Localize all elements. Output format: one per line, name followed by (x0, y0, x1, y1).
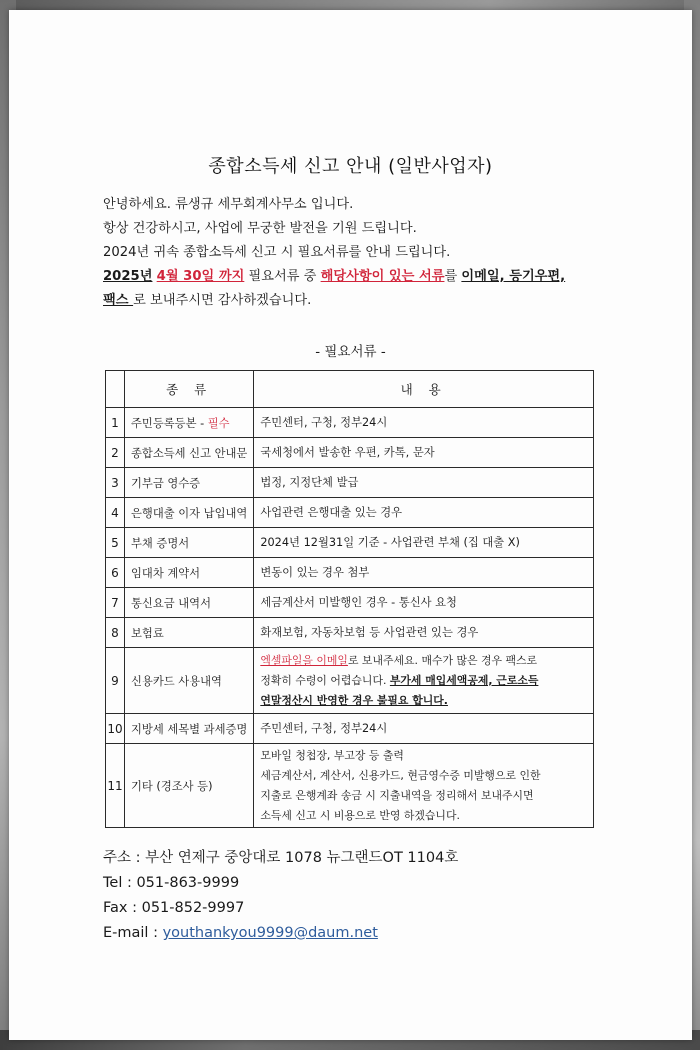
required-badge: 필수 (207, 416, 230, 430)
header-content: 내 용 (254, 371, 594, 408)
content-line: 세금계산서, 계산서, 신용카드, 현금영수증 미발행으로 인한 (260, 768, 541, 782)
row-kind: 통신요금 내역서 (125, 588, 254, 618)
address-label: 주소 : (103, 850, 146, 866)
required-docs-heading: - 필요서류 - (315, 344, 386, 360)
table-row (106, 744, 594, 828)
address-value: 부산 연제구 중앙대로 1078 뉴그랜드OT 1104호 (145, 850, 459, 866)
table-row (106, 408, 594, 438)
table-row (106, 714, 594, 744)
tel-label: Tel : (103, 875, 137, 891)
header-kind: 종 류 (125, 371, 254, 408)
contact-info (103, 846, 458, 946)
intro-line-1: 안녕하세요. 류생규 세무회계사무소 입니다. (103, 197, 354, 212)
row-kind: 기타 (경조사 등) (125, 744, 254, 828)
row-number: 5 (106, 528, 125, 558)
fax-line (103, 896, 458, 921)
row-content (254, 648, 594, 714)
kind-text: 주민등록등본 - (131, 416, 208, 430)
email-label: E-mail : (103, 925, 163, 941)
delivery-fax: 팩스 (103, 293, 134, 308)
content-text: 로 보내주세요. 매수가 많은 경우 팩스로 (347, 653, 538, 667)
row-number: 9 (106, 648, 125, 714)
document-title: 종합소득세 신고 안내 (일반사업자) (208, 156, 493, 177)
email-link[interactable]: youthankyou9999@daum.net (162, 925, 378, 941)
row-kind: 은행대출 이자 납입내역 (125, 498, 254, 528)
address-line (103, 846, 458, 871)
content-line: 모바일 청첩장, 부고장 등 출력 (260, 748, 404, 762)
row-kind: 보험료 (125, 618, 254, 648)
row-number: 3 (106, 468, 125, 498)
row-content: 주민센터, 구청, 정부24시 (254, 714, 594, 744)
table-row (106, 438, 594, 468)
row-number: 10 (106, 714, 125, 744)
table-row (106, 618, 594, 648)
tel-value: 051-863-9999 (136, 875, 240, 891)
row-number: 11 (106, 744, 125, 828)
required-docs-table (105, 370, 594, 828)
row-content: 2024년 12월31일 기준 - 사업관련 부채 (집 대출 X) (254, 528, 594, 558)
fax-value: 051-852-9997 (141, 900, 245, 916)
intro-paragraph (103, 193, 603, 313)
document-paper (9, 10, 692, 1040)
fax-label: Fax : (103, 900, 142, 916)
row-number: 8 (106, 618, 125, 648)
table-row (106, 558, 594, 588)
table-row (106, 528, 594, 558)
row-content (254, 744, 594, 828)
email-line (103, 921, 458, 946)
intro-text: 를 (444, 269, 462, 284)
row-number: 2 (106, 438, 125, 468)
intro-text: 필요서류 중 (244, 269, 321, 284)
delivery-methods: 이메일, 등기우편, (461, 269, 566, 284)
table-row (106, 498, 594, 528)
vat-note: 부가세 매입세액공제, 근로소득 (389, 673, 539, 687)
header-blank (106, 371, 125, 408)
row-kind: 임대차 계약서 (125, 558, 254, 588)
row-kind: 종합소득세 신고 안내문 (125, 438, 254, 468)
row-content: 변동이 있는 경우 첨부 (254, 558, 594, 588)
table-row (106, 468, 594, 498)
deadline-date: 4월 30일 까지 (156, 269, 245, 284)
row-number: 4 (106, 498, 125, 528)
tel-line (103, 871, 458, 896)
intro-line-5 (103, 289, 603, 313)
row-content: 법정, 지정단체 발급 (254, 468, 594, 498)
row-number: 1 (106, 408, 125, 438)
content-line: 소득세 신고 시 비용으로 반영 하겠습니다. (260, 808, 460, 822)
table-header-row (106, 371, 594, 408)
content-text: 정확히 수령이 어렵습니다. (260, 673, 390, 687)
row-number: 6 (106, 558, 125, 588)
row-kind: 부채 증명서 (125, 528, 254, 558)
table-row (106, 588, 594, 618)
excel-email-highlight: 엑셀파일을 이메일 (260, 653, 348, 667)
table-row (106, 648, 594, 714)
row-content: 화재보험, 자동차보험 등 사업관련 있는 경우 (254, 618, 594, 648)
intro-text: 로 보내주시면 감사하겠습니다. (133, 293, 312, 308)
intro-line-3: 2024년 귀속 종합소득세 신고 시 필요서류를 안내 드립니다. (103, 245, 451, 260)
row-kind (125, 408, 254, 438)
row-content: 사업관련 은행대출 있는 경우 (254, 498, 594, 528)
intro-line-4 (103, 265, 603, 289)
row-content: 주민센터, 구청, 정부24시 (254, 408, 594, 438)
intro-line-2: 항상 건강하시고, 사업에 무궁한 발전을 기원 드립니다. (103, 221, 417, 236)
row-kind: 지방세 세목별 과세증명 (125, 714, 254, 744)
row-kind: 기부금 영수증 (125, 468, 254, 498)
deadline-year: 2025년 (103, 269, 153, 284)
row-content: 국세청에서 발송한 우편, 카톡, 문자 (254, 438, 594, 468)
content-line: 지출로 은행계좌 송금 시 지출내역을 정리해서 보내주시면 (260, 788, 534, 802)
relevant-docs-highlight: 해당사항이 있는 서류 (320, 269, 445, 284)
row-content: 세금계산서 미발행인 경우 - 통신사 요청 (254, 588, 594, 618)
row-kind: 신용카드 사용내역 (125, 648, 254, 714)
row-number: 7 (106, 588, 125, 618)
vat-note-cont: 연말정산시 반영한 경우 불필요 합니다. (260, 693, 448, 707)
